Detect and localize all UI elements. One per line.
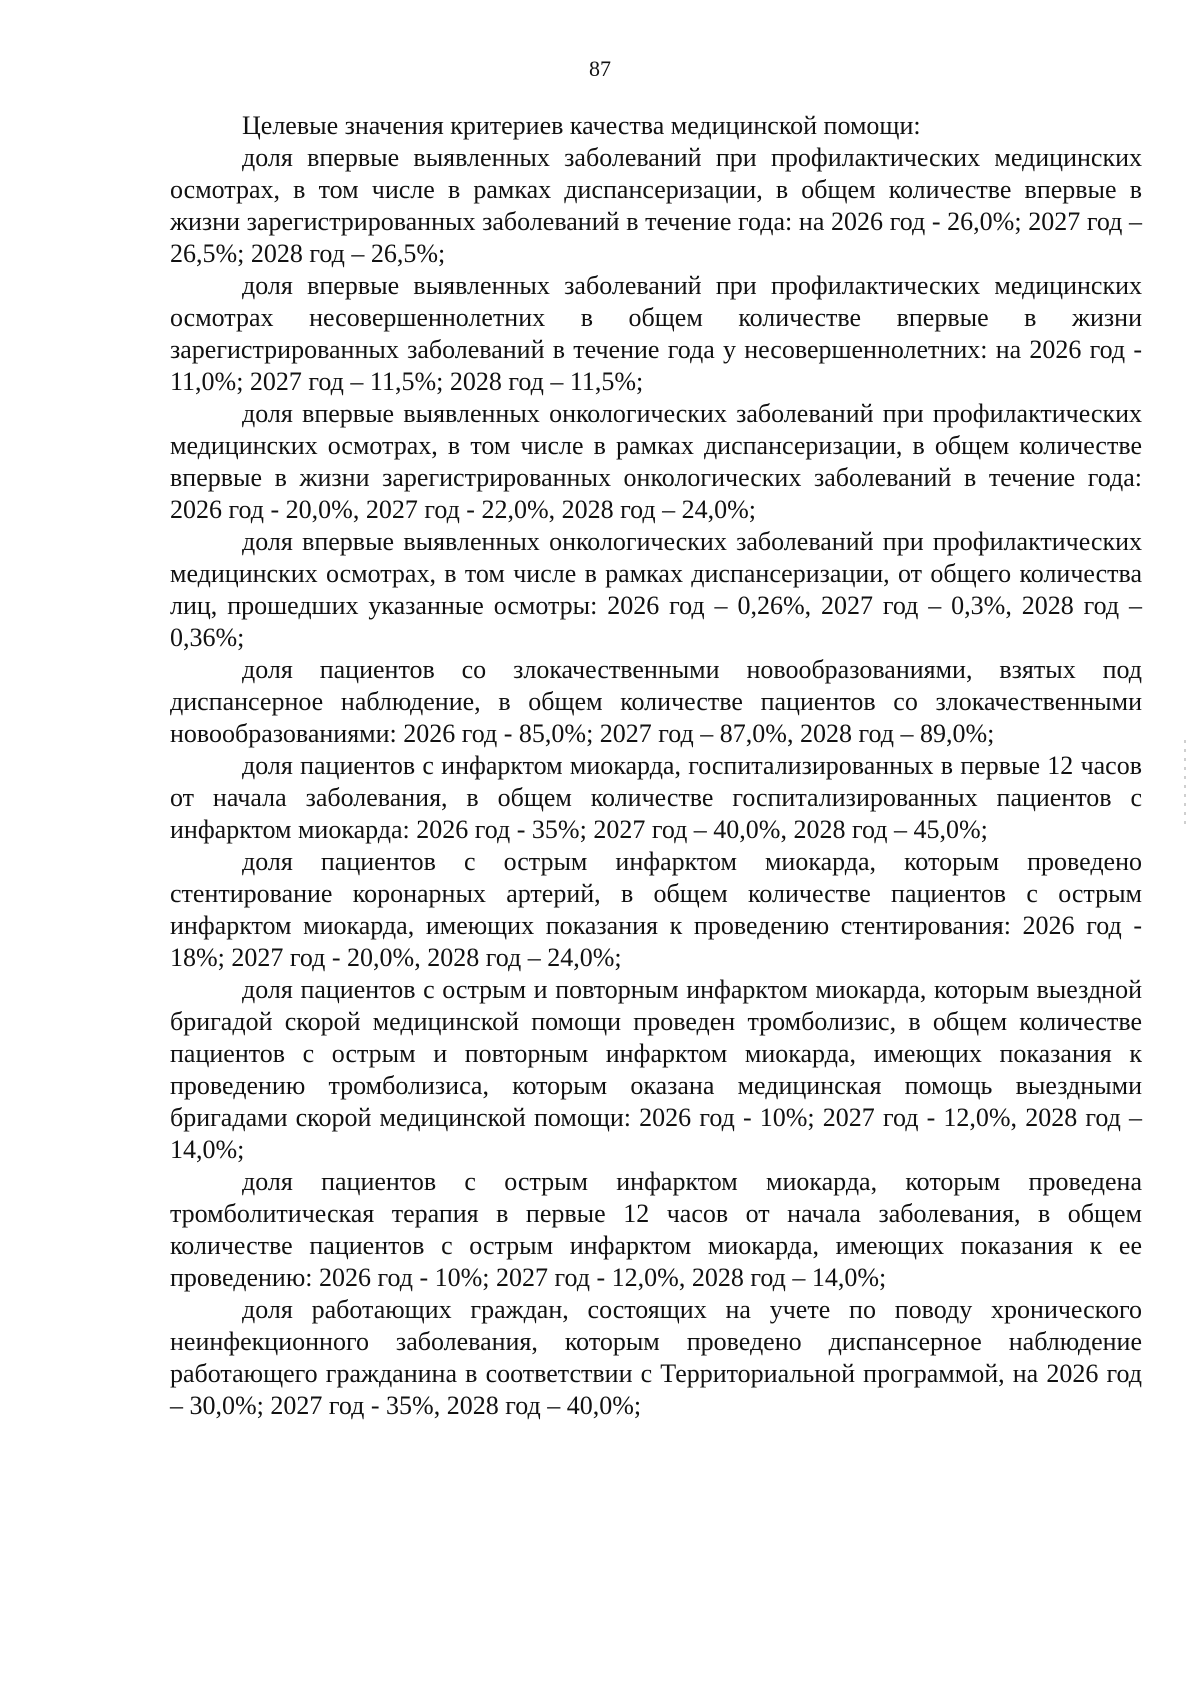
criterion-paragraph: доля пациентов с острым инфарктом миокарда, которым проведена тромболитическая терапия в первые 12 часов от начала заболевания, в общем количестве пациентов с острым инфарктом миокарда, имеющих показания к ее проведению: 2026 год - 10%; 2027 год - 12,0%, 2028 год – 14,0%; bbox=[170, 1167, 1142, 1292]
criterion-paragraph: доля впервые выявленных заболеваний при профилактических медицинских осмотрах, в том числе в рамках диспансеризации, в общем количестве впервые в жизни зарегистрированных заболеваний в течение года: на 2026 год - 26,0%; 2027 год – 26,5%; 2028 год – 26,5%; bbox=[170, 143, 1142, 268]
criterion-paragraph: доля впервые выявленных онкологических заболеваний при профилактических медицинских осмотрах, в том числе в рамках диспансеризации, в общем количестве впервые в жизни зарегистрированных онкологических заболеваний в течение года: 2026 год - 20,0%, 2027 год - 22,0%, 2028 год – 24,0%; bbox=[170, 399, 1142, 524]
criterion-paragraph: доля пациентов со злокачественными новообразованиями, взятых под диспансерное наблюдение, в общем количестве пациентов со злокачественными новообразованиями: 2026 год - 85,0%; 2027 год – 87,0%, 2028 год – 89,0%; bbox=[170, 655, 1142, 748]
page-number: 87 bbox=[589, 56, 611, 81]
criterion-paragraph: доля пациентов с острым инфарктом миокарда, которым проведено стентирование коронарных артерий, в общем количестве пациентов с острым инфарктом миокарда, имеющих показания к проведению стентирования: 2026 год - 18%; 2027 год - 20,0%, 2028 год – 24,0%; bbox=[170, 847, 1142, 972]
section-heading: Целевые значения критериев качества медицинской помощи: bbox=[242, 111, 921, 140]
criterion-paragraph: доля пациентов с острым и повторным инфарктом миокарда, которым выездной бригадой скорой медицинской помощи проведен тромболизис, в общем количестве пациентов с острым и повторным инфарктом миокарда, имеющих показания к проведению тромболизиса, которым оказана медицинская помощь выездными бригадами скорой медицинской помощи: 2026 год - 10%; 2027 год - 12,0%, 2028 год – 14,0%; bbox=[170, 975, 1142, 1164]
document-body bbox=[170, 110, 1142, 1422]
criterion-paragraph: доля впервые выявленных онкологических заболеваний при профилактических медицинских осмотрах, в том числе в рамках диспансеризации, от общего количества лиц, прошедших указанные осмотры: 2026 год – 0,26%, 2027 год – 0,3%, 2028 год – 0,36%; bbox=[170, 527, 1142, 652]
criterion-paragraph: доля пациентов с инфарктом миокарда, госпитализированных в первые 12 часов от начала заболевания, в общем количестве госпитализированных пациентов с инфарктом миокарда: 2026 год - 35%; 2027 год – 40,0%, 2028 год – 45,0%; bbox=[170, 751, 1142, 844]
criterion-paragraph: доля работающих граждан, состоящих на учете по поводу хронического неинфекционного заболевания, которым проведено диспансерное наблюдение работающего гражданина в соответствии с Территориальной программой, на 2026 год – 30,0%; 2027 год - 35%, 2028 год – 40,0%; bbox=[170, 1295, 1142, 1420]
criterion-paragraph: доля впервые выявленных заболеваний при профилактических медицинских осмотрах несовершеннолетних в общем количестве впервые в жизни зарегистрированных заболеваний в течение года у несовершеннолетних: на 2026 год - 11,0%; 2027 год – 11,5%; 2028 год – 11,5%; bbox=[170, 271, 1142, 396]
scan-edge-marks bbox=[1184, 740, 1186, 830]
